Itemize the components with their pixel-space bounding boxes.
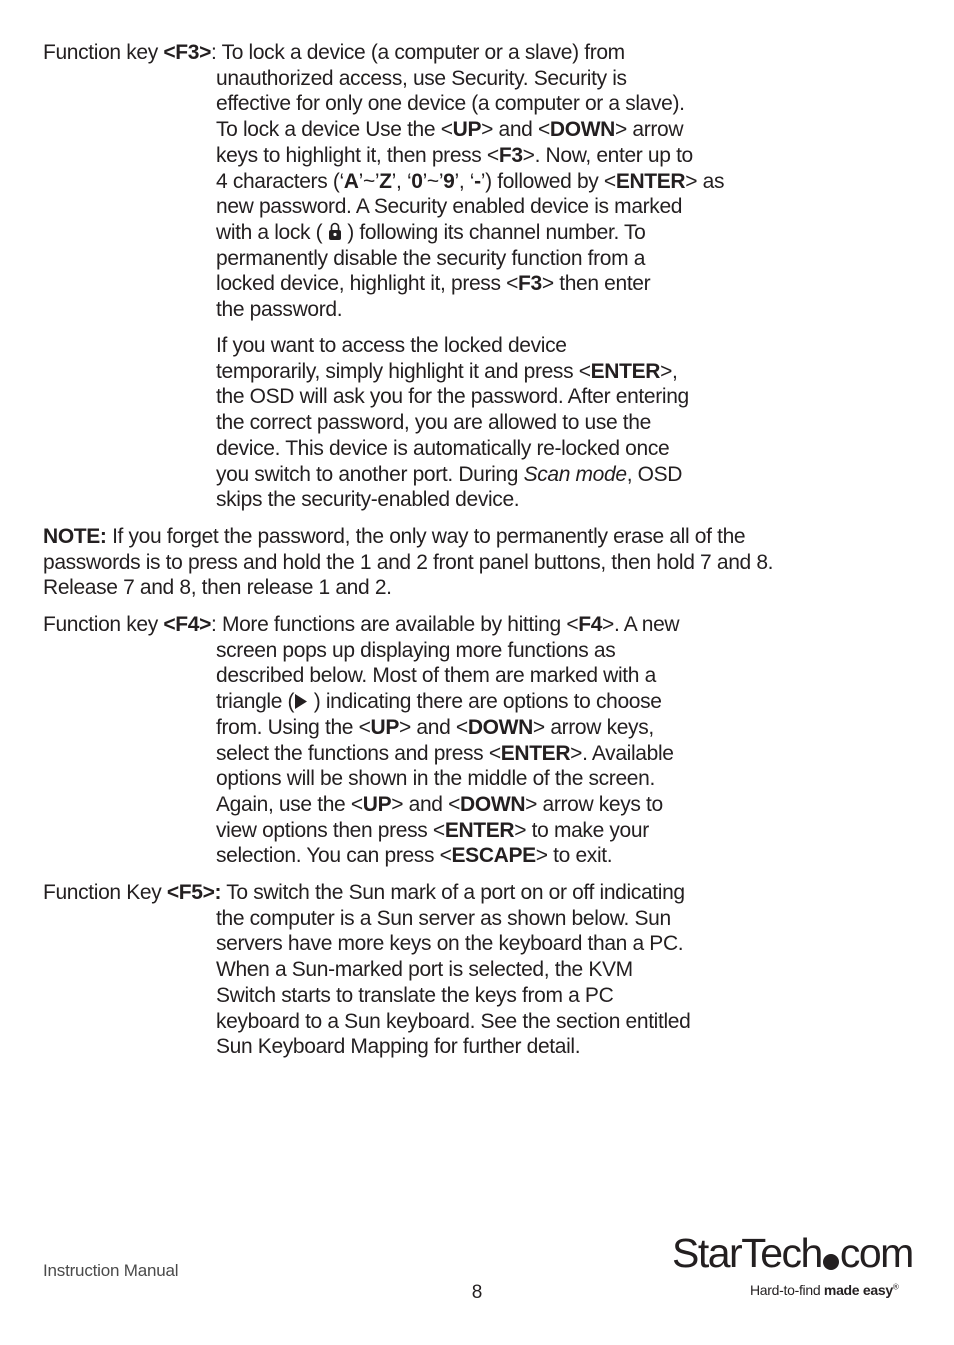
text-run: options will be shown in the middle of the screen.	[216, 767, 655, 791]
logo-tagline-regular: Hard-to-find	[750, 1282, 824, 1298]
bold-key-text: UP	[452, 118, 482, 142]
text-run: select the functions and press <	[216, 741, 501, 765]
bold-key-text: NOTE:	[43, 525, 107, 548]
text-run: Sun Keyboard Mapping for further detail.	[216, 1035, 581, 1059]
bold-key-text: Z	[379, 169, 392, 193]
italic-text: Scan mode	[523, 462, 627, 486]
text-run: > arrow keys,	[532, 715, 654, 739]
text-run: unauthorized access, use Security. Security is	[216, 66, 627, 90]
text-run: from. Using the <	[216, 715, 371, 739]
text-run: the correct password, you are allowed to use the	[216, 411, 651, 435]
logo-tagline	[750, 1282, 898, 1298]
text-line	[43, 741, 873, 767]
text-run: > and <	[391, 792, 461, 816]
text-run: permanently disable the security function from a	[216, 246, 646, 270]
note-paragraph	[43, 524, 873, 601]
logo-wordmark-part1: StarTech	[672, 1230, 822, 1276]
text-line	[43, 1009, 873, 1035]
text-run: ’, ‘	[391, 169, 412, 193]
text-run: >. Available	[570, 741, 674, 765]
text-line	[43, 169, 873, 195]
text-line	[43, 524, 873, 550]
text-run: effective for only one device (a computer or a slave).	[216, 92, 685, 116]
text-run: Function key	[43, 613, 164, 636]
text-line	[43, 575, 873, 601]
lock-icon	[328, 221, 342, 241]
text-line	[43, 715, 873, 741]
text-line	[43, 880, 873, 906]
text-run: the computer is a Sun server as shown below. Sun	[216, 906, 671, 930]
bold-key-text: ENTER	[500, 741, 571, 765]
text-run: >. A new	[602, 613, 680, 636]
text-run: To lock a device Use the <	[216, 118, 453, 142]
text-line	[43, 689, 873, 715]
logo-tagline-bold: made easy	[823, 1282, 893, 1298]
text-run: keys to highlight it, then press <	[216, 143, 499, 167]
text-run: Release 7 and 8, then release 1 and 2.	[43, 576, 392, 600]
text-run: To switch the Sun mark of a port on or off indicating	[221, 881, 685, 904]
text-run: locked device, highlight it, press <	[216, 272, 518, 296]
text-run: screen pops up displaying more functions as	[216, 638, 616, 662]
text-run: Function Key	[43, 881, 167, 904]
text-line	[43, 612, 873, 638]
text-line	[43, 194, 873, 220]
text-line	[43, 663, 873, 689]
text-line	[43, 117, 873, 143]
bold-key-text: 0	[411, 169, 423, 193]
text-line	[43, 487, 873, 513]
text-line	[43, 271, 873, 297]
text-run: ’, ‘	[454, 169, 475, 193]
text-line	[43, 384, 873, 410]
text-run: triangle (	[216, 690, 295, 714]
bold-key-text: A	[343, 169, 359, 193]
text-run: > to exit.	[535, 844, 613, 868]
text-run: new password. A Security enabled device is marked	[216, 195, 683, 219]
text-run: > arrow keys to	[525, 792, 663, 816]
text-line	[43, 246, 873, 272]
bold-key-text: ENTER	[444, 818, 515, 842]
f3-access-paragraph	[43, 333, 873, 513]
text-run: servers have more keys on the keyboard than a PC.	[216, 932, 684, 956]
text-run: > then enter	[541, 272, 651, 296]
text-run: Function key	[43, 41, 164, 64]
text-line	[43, 550, 873, 576]
text-run: >. Now, enter up to	[522, 143, 693, 167]
text-line	[43, 91, 873, 117]
text-run: : To lock a device (a computer or a slave) from	[210, 41, 625, 64]
f5-section	[43, 880, 873, 1060]
text-run: ) following its channel number. To	[341, 220, 646, 244]
text-line	[43, 410, 873, 436]
text-line	[43, 766, 873, 792]
bold-key-text: ENTER	[615, 169, 686, 193]
text-run: the OSD will ask you for the password. After entering	[216, 385, 689, 409]
text-line	[43, 957, 873, 983]
text-line	[43, 792, 873, 818]
text-run: , OSD	[626, 462, 683, 486]
text-run: selection. You can press <	[216, 844, 452, 868]
text-run: view options then press <	[216, 818, 445, 842]
logo-wordmark	[672, 1230, 913, 1277]
bold-key-text: F3	[518, 272, 542, 296]
bold-key-text: UP	[370, 715, 400, 739]
text-line	[43, 843, 873, 869]
bold-key-text: ENTER	[590, 359, 661, 383]
logo-wordmark-part2: com	[839, 1230, 913, 1276]
text-line	[43, 436, 873, 462]
text-line	[43, 906, 873, 932]
bold-key-text: DOWN	[460, 792, 526, 816]
text-run: device. This device is automatically re-locked once	[216, 436, 670, 460]
text-line	[43, 1034, 873, 1060]
page-number: 8	[471, 1282, 483, 1303]
text-run: temporarily, simply highlight it and press <	[216, 359, 591, 383]
startech-logo	[668, 1230, 918, 1305]
registered-mark: ®	[892, 1282, 899, 1292]
text-line	[43, 333, 873, 359]
text-run: > arrow	[615, 118, 684, 142]
bold-key-text: <F4>	[163, 613, 211, 636]
text-line	[43, 297, 873, 323]
bold-key-text: F4	[578, 613, 603, 636]
bold-key-text: DOWN	[467, 715, 533, 739]
bold-key-text: F3	[498, 143, 523, 167]
text-line	[43, 359, 873, 385]
bold-key-text: -	[474, 169, 481, 193]
text-run: keyboard to a Sun keyboard. See the section entitled	[216, 1009, 691, 1033]
text-run: If you forget the password, the only way to permanently erase all of the	[106, 525, 746, 548]
text-run: Switch starts to translate the keys from a PC	[216, 983, 614, 1007]
text-line	[43, 931, 873, 957]
f4-section	[43, 612, 873, 869]
text-run: > as	[685, 169, 725, 193]
bold-key-text: 9	[443, 169, 455, 193]
text-run: Again, use the <	[216, 792, 363, 816]
bold-key-text: ESCAPE	[451, 844, 536, 868]
text-run: ’) followed by <	[480, 169, 616, 193]
text-run: you switch to another port. During	[216, 462, 524, 486]
bold-key-text: UP	[362, 792, 392, 816]
bold-key-text: <F5>:	[166, 881, 222, 904]
text-run: >,	[660, 359, 678, 383]
text-run: > to make your	[514, 818, 649, 842]
text-run: the password.	[216, 298, 343, 322]
text-run: > and <	[481, 118, 550, 142]
footer-document-label: Instruction Manual	[43, 1261, 179, 1280]
text-run: When a Sun-marked port is selected, the KVM	[216, 958, 633, 982]
bold-key-text: DOWN	[549, 118, 615, 142]
text-run: If you want to access the locked device	[216, 334, 567, 357]
bold-key-text: <F3>	[163, 41, 211, 64]
text-line	[43, 818, 873, 844]
triangle-icon	[294, 693, 308, 710]
f3-section	[43, 40, 873, 323]
text-line	[43, 143, 873, 169]
logo-dot-icon	[823, 1254, 839, 1270]
text-run: skips the security-enabled device.	[216, 488, 520, 512]
text-line	[43, 638, 873, 664]
text-run: passwords is to press and hold the 1 and 2 front panel buttons, then hold 7 and 8.	[43, 550, 774, 574]
text-run: with a lock (	[216, 220, 328, 244]
text-run: 4 characters (‘	[216, 169, 344, 193]
text-run: described below. Most of them are marked with a	[216, 664, 656, 688]
text-line	[43, 66, 873, 92]
text-run: : More functions are available by hitting <	[210, 613, 579, 636]
text-line	[43, 983, 873, 1009]
text-run: ) indicating there are options to choose	[308, 690, 662, 714]
text-line	[43, 40, 873, 66]
text-run: ’~’	[422, 169, 444, 193]
text-line	[43, 462, 873, 488]
text-run: ’~’	[358, 169, 380, 193]
text-run: > and <	[399, 715, 468, 739]
text-line	[43, 220, 873, 246]
